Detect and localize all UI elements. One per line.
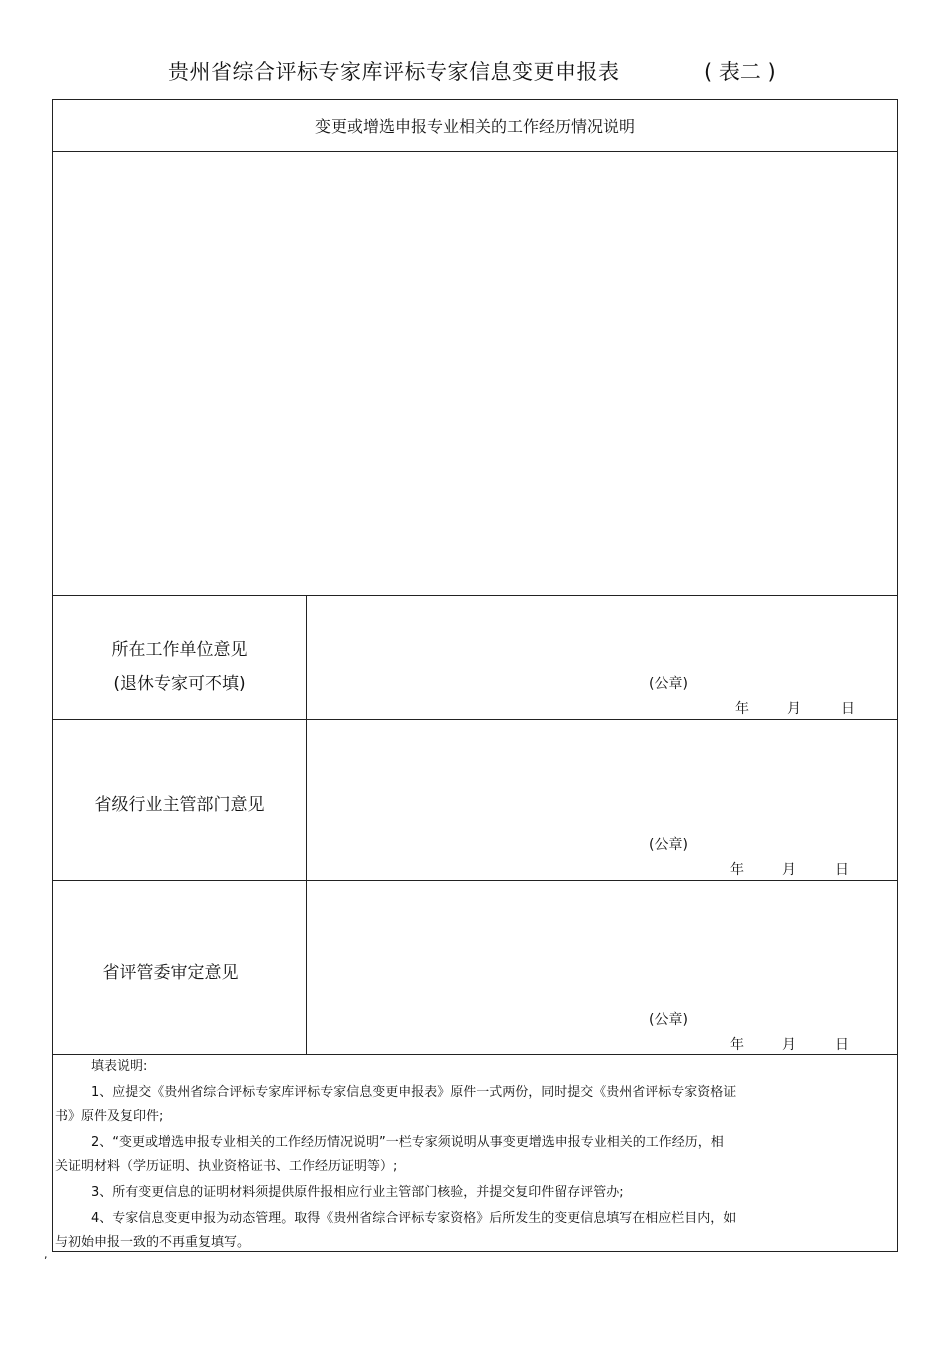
work-unit-seal-label: (公章) — [649, 676, 688, 692]
form-title — [0, 56, 950, 86]
stray-mark: , — [44, 1248, 48, 1261]
work-unit-opinion-label: 所在工作单位意见 — [111, 640, 248, 660]
work-unit-month-label: 月 — [787, 701, 801, 717]
instruction-line: 4、专家信息变更申报为动态管理。取得《贵州省综合评标专家资格》后所发生的变更信息填写在相应栏目内，如 — [91, 1211, 737, 1226]
committee-day-label: 日 — [835, 1037, 849, 1053]
work-unit-year-label: 年 — [735, 701, 749, 717]
provincial-authority-seal-label: (公章) — [649, 837, 688, 853]
row-divider — [53, 1054, 897, 1055]
committee-year-label: 年 — [730, 1037, 744, 1053]
committee-seal-label: (公章) — [649, 1012, 688, 1028]
instruction-line: 1、应提交《贵州省综合评标专家库评标专家信息变更申报表》原件一式两份，同时提交《贵州省评标专家资格证 — [91, 1085, 737, 1100]
experience-header: 变更或增选申报专业相关的工作经历情况说明 — [314, 117, 635, 136]
instruction-line: 3、所有变更信息的证明材料须提供原件报相应行业主管部门核验，并提交复印件留存评管办; — [91, 1185, 624, 1200]
form-title-main: 贵州省综合评标专家库评标专家信息变更申报表 — [168, 60, 620, 84]
provincial-authority-day-label: 日 — [835, 862, 849, 878]
work-unit-day-label: 日 — [841, 701, 855, 717]
work-unit-opinion-note: (退休专家可不填) — [113, 674, 246, 694]
committee-opinion-field[interactable] — [307, 881, 897, 1054]
committee-opinion-label: 省评管委审定意见 — [102, 963, 239, 983]
experience-content-area[interactable] — [53, 152, 897, 595]
provincial-authority-month-label: 月 — [782, 862, 796, 878]
provincial-authority-opinion-label: 省级行业主管部门意见 — [94, 795, 265, 815]
instruction-line: 与初始申报一致的不再重复填写。 — [55, 1235, 251, 1250]
form-title-tag: ( 表二 ) — [704, 60, 776, 84]
instructions-heading: 填表说明: — [91, 1059, 148, 1074]
form-table — [52, 99, 898, 1252]
instruction-line: 关证明材料（学历证明、执业资格证书、工作经历证明等）; — [55, 1159, 398, 1174]
provincial-authority-opinion-field[interactable] — [307, 720, 897, 880]
work-unit-opinion-field[interactable] — [307, 596, 897, 719]
instruction-line: 书》原件及复印件; — [55, 1109, 164, 1124]
provincial-authority-year-label: 年 — [730, 862, 744, 878]
committee-month-label: 月 — [782, 1037, 796, 1053]
instruction-line: 2、“变更或增选申报专业相关的工作经历情况说明”一栏专家须说明从事变更增选申报专业相关的工作经历，相 — [91, 1135, 724, 1150]
